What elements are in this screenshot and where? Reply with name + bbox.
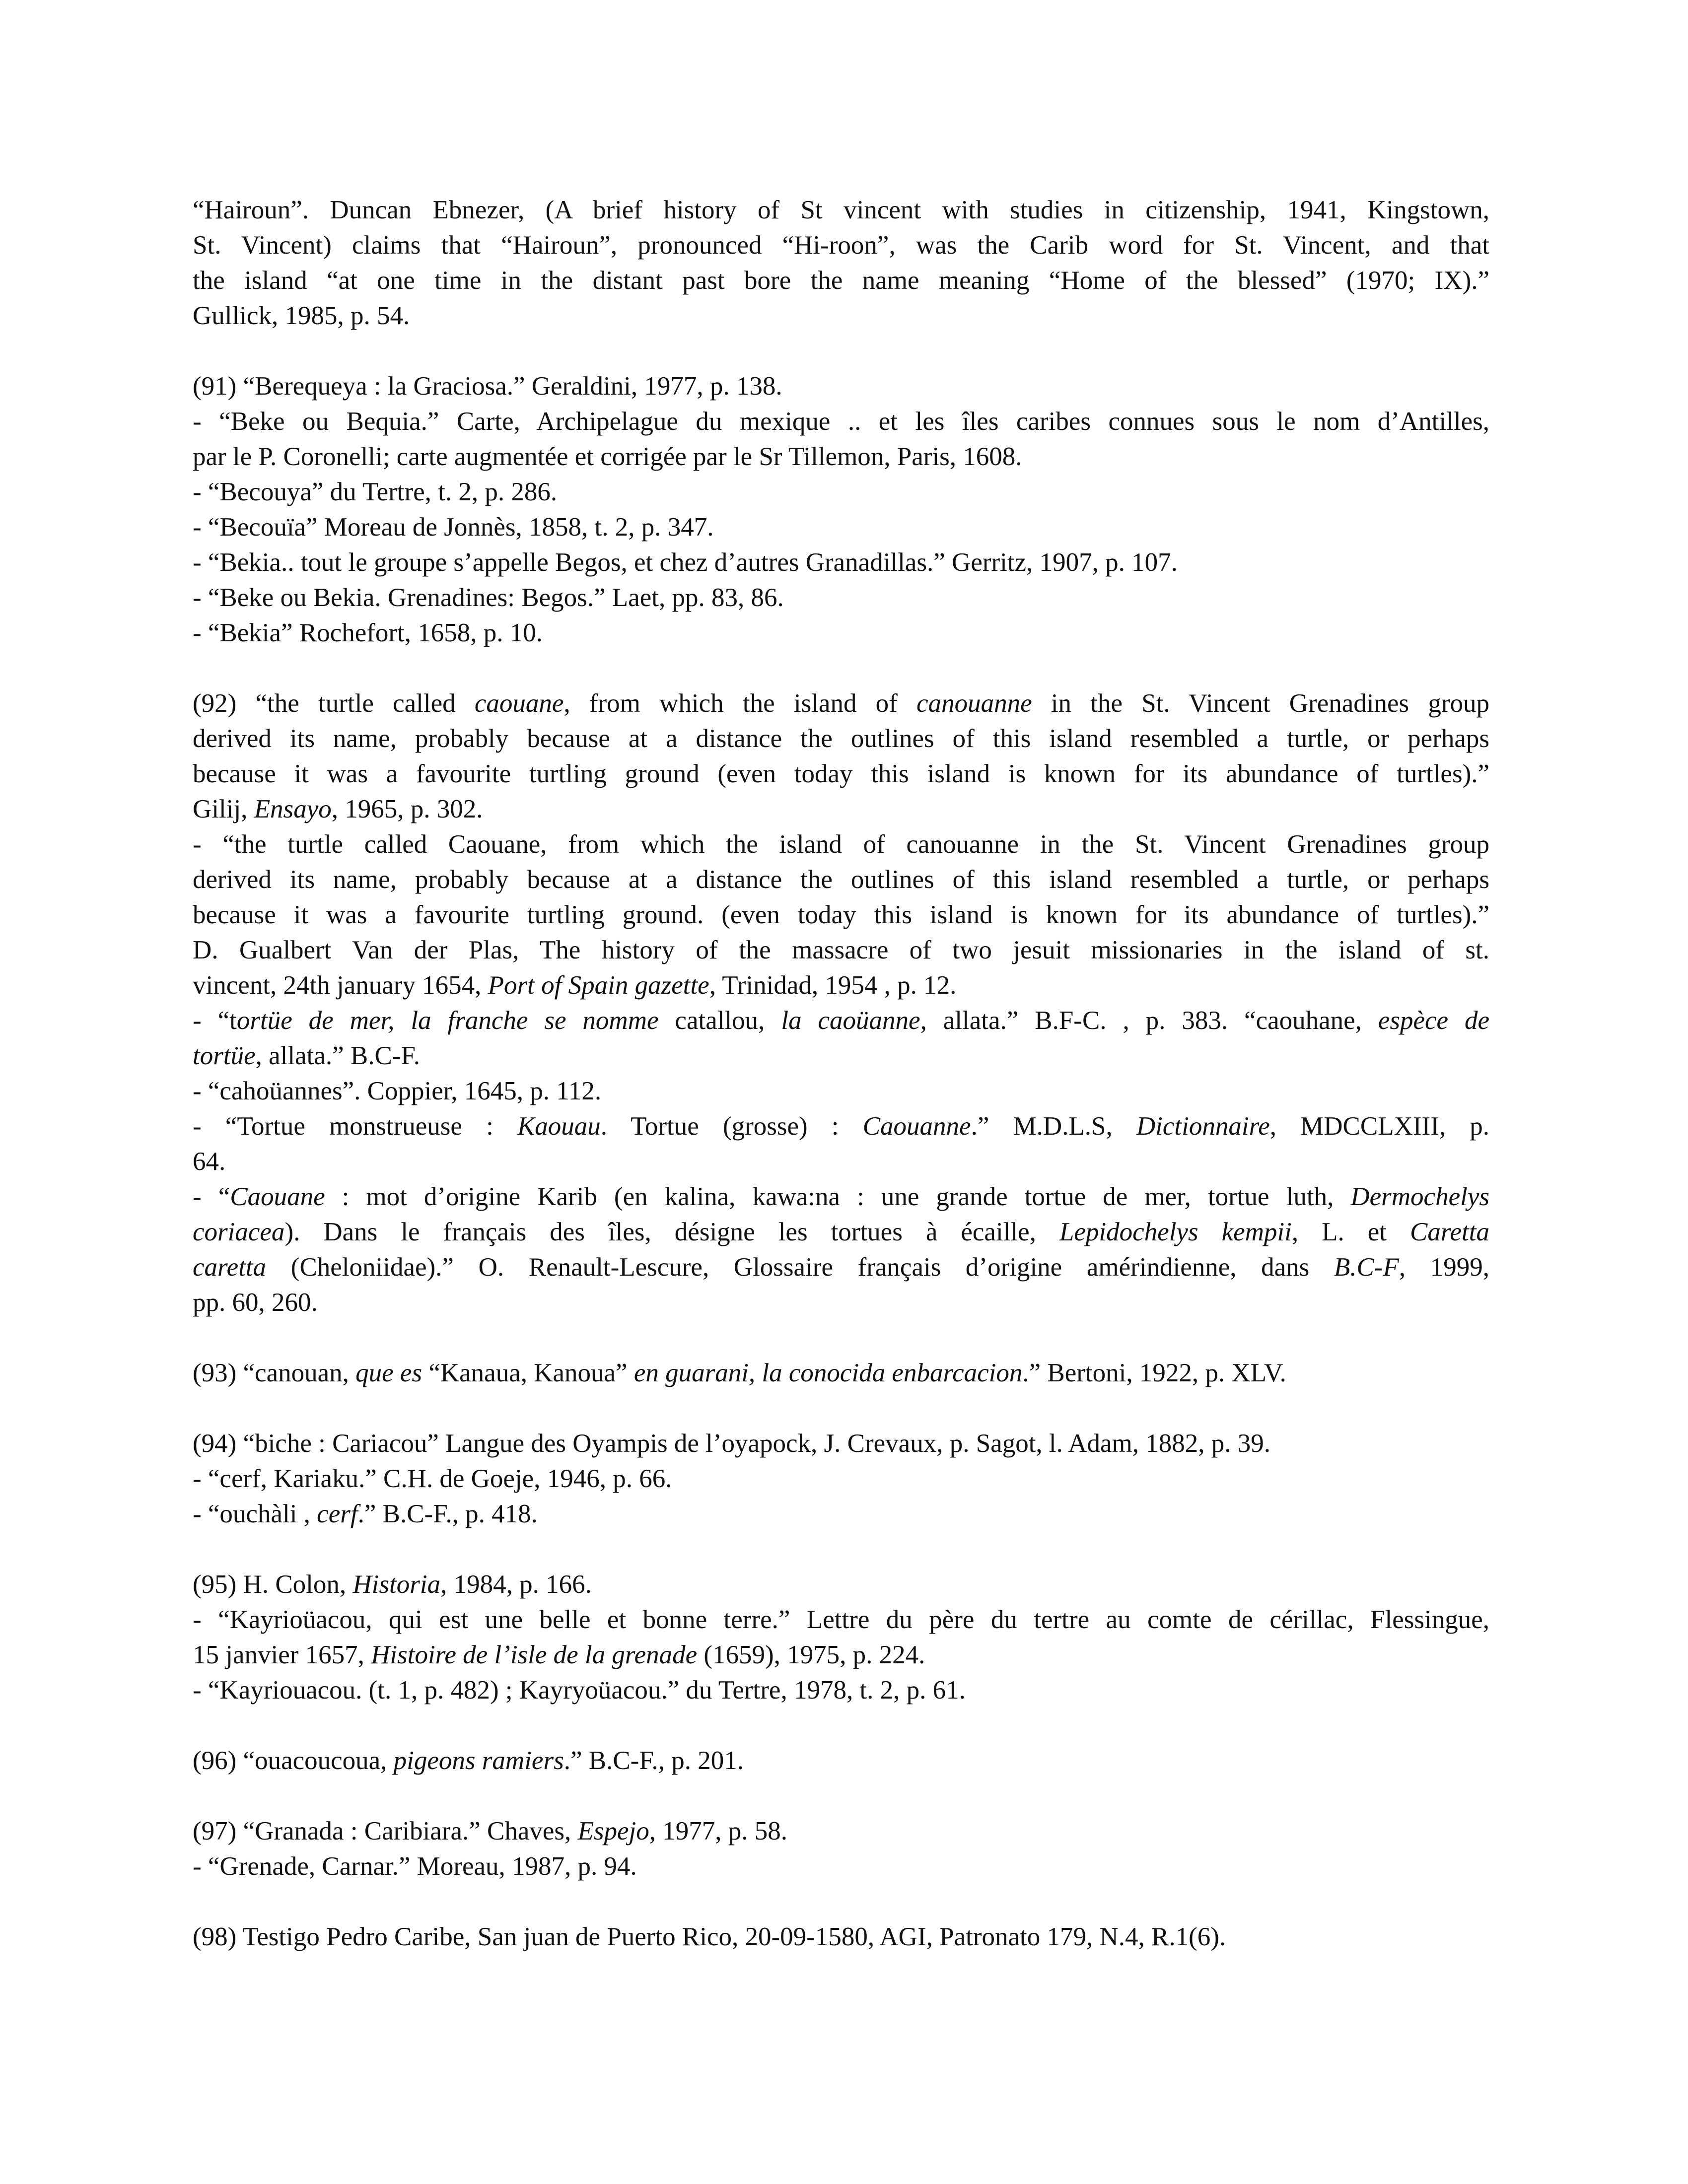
note-93 — [193, 1356, 1489, 1391]
text-line: par le P. Coronelli; carte augmentée et corrigée par le Sr Tillemon, Paris, 1608. — [193, 442, 1022, 471]
text-line: - “Kayriouacou. (t. 1, p. 482) ; Kayryoüacou.” du Tertre, 1978, t. 2, p. 61. — [193, 1676, 966, 1705]
text-line: the island “at one time in the distant past bore the name meaning “Home of the blessed” (1970; IX).” — [193, 266, 1489, 295]
text-line: derived its name, probably because at a distance the outlines of this island resembled a turtle, or perhaps — [193, 865, 1489, 894]
note-continuation — [193, 193, 1489, 334]
text-line: (96) “ouacoucoua, pigeons ramiers.” B.C-F., p. 201. — [193, 1746, 744, 1775]
text-line: Gilij, Ensayo, 1965, p. 302. — [193, 795, 483, 823]
text-line: (91) “Berequeya : la Graciosa.” Geraldini, 1977, p. 138. — [193, 372, 782, 401]
text-line: vincent, 24th january 1654, Port of Spain gazette, Trinidad, 1954 , p. 12. — [193, 971, 957, 1000]
text-line: (93) “canouan, que es “Kanaua, Kanoua” en guarani, la conocida enbarcacion.” Bertoni, 1922, p. XLV. — [193, 1359, 1286, 1387]
text-line: (92) “the turtle called caouane, from which the island of canouanne in the St. Vincent Grenadines group — [193, 689, 1489, 718]
note-98 — [193, 1919, 1489, 1955]
text-line: 64. — [193, 1147, 226, 1176]
text-line: - “ouchàli , cerf.” B.C-F., p. 418. — [193, 1500, 538, 1528]
text-line: - “Beke ou Bequia.” Carte, Archipelague du mexique .. et les îles caribes connues sous le nom d’Antilles, — [193, 407, 1489, 436]
text-line: (98) Testigo Pedro Caribe, San juan de Puerto Rico, 20-09-1580, AGI, Patronato 179, N.4, R.1(6). — [193, 1922, 1226, 1951]
text-line: D. Gualbert Van der Plas, The history of the massacre of two jesuit missionaries in the island of st. — [193, 936, 1489, 964]
text-line: - “Caouane : mot d’origine Karib (en kalina, kawa:na : une grande tortue de mer, tortue luth, Dermochelys — [193, 1182, 1489, 1211]
text-line: 15 janvier 1657, Histoire de l’isle de la grenade (1659), 1975, p. 224. — [193, 1640, 925, 1669]
text-line: (97) “Granada : Caribiara.” Chaves, Espejo, 1977, p. 58. — [193, 1817, 788, 1845]
text-line: - “Bekia.. tout le groupe s’appelle Begos, et chez d’autres Granadillas.” Gerritz, 1907, p. 107. — [193, 548, 1178, 577]
text-line: - “Bekia” Rochefort, 1658, p. 10. — [193, 618, 543, 647]
text-line: pp. 60, 260. — [193, 1288, 318, 1317]
note-96 — [193, 1743, 1489, 1778]
note-91 — [193, 369, 1489, 651]
text-line: coriacea). Dans le français des îles, désigne les tortues à écaille, Lepidochelys kempii, L. et Caretta — [193, 1218, 1489, 1246]
text-line: - “Becouïa” Moreau de Jonnès, 1858, t. 2, p. 347. — [193, 513, 714, 542]
text-line: Gullick, 1985, p. 54. — [193, 301, 410, 330]
note-97 — [193, 1814, 1489, 1884]
text-line: derived its name, probably because at a distance the outlines of this island resembled a turtle, or perhaps — [193, 724, 1489, 753]
text-line: - “cerf, Kariaku.” C.H. de Goeje, 1946, p. 66. — [193, 1464, 672, 1493]
text-line: - “cahoüannes”. Coppier, 1645, p. 112. — [193, 1077, 602, 1105]
text-line: - “Tortue monstrueuse : Kaouau. Tortue (grosse) : Caouanne.” M.D.L.S, Dictionnaire, MDCCLXIII, p. — [193, 1112, 1489, 1141]
text-line: (94) “biche : Cariacou” Langue des Oyampis de l’oyapock, J. Crevaux, p. Sagot, l. Adam, 1882, p. 39. — [193, 1429, 1271, 1458]
text-line: - “Beke ou Bekia. Grenadines: Begos.” Laet, pp. 83, 86. — [193, 583, 784, 612]
text-line: St. Vincent) claims that “Hairoun”, pronounced “Hi-roon”, was the Carib word for St. Vincent, and that — [193, 231, 1489, 260]
text-line: - “Grenade, Carnar.” Moreau, 1987, p. 94. — [193, 1852, 637, 1881]
text-line: because it was a favourite turtling ground (even today this island is known for its abundance of turtles).” — [193, 759, 1489, 788]
text-line: tortüe, allata.” B.C-F. — [193, 1041, 420, 1070]
text-line: because it was a favourite turtling ground. (even today this island is known for its abundance of turtles).” — [193, 900, 1489, 929]
text-line: - “the turtle called Caouane, from which the island of canouanne in the St. Vincent Grenadines group — [193, 830, 1489, 859]
text-line: - “Becouya” du Tertre, t. 2, p. 286. — [193, 478, 558, 506]
note-92 — [193, 686, 1489, 1320]
note-94 — [193, 1426, 1489, 1532]
document-page — [193, 193, 1489, 1990]
text-line: - “Kayrioüacou, qui est une belle et bonne terre.” Lettre du père du tertre au comte de cérillac, Flessingue, — [193, 1605, 1489, 1634]
text-line: “Hairoun”. Duncan Ebnezer, (A brief history of St vincent with studies in citizenship, 1941, Kingstown, — [193, 196, 1489, 224]
note-95 — [193, 1567, 1489, 1708]
text-line: - “tortüe de mer, la franche se nomme catallou, la caoüanne, allata.” B.F-C. , p. 383. “caouhane, espèce de — [193, 1006, 1490, 1035]
text-line: (95) H. Colon, Historia, 1984, p. 166. — [193, 1570, 592, 1599]
text-line: caretta (Cheloniidae).” O. Renault-Lescure, Glossaire français d’origine amérindienne, dans B.C-F, 1999, — [193, 1253, 1490, 1282]
